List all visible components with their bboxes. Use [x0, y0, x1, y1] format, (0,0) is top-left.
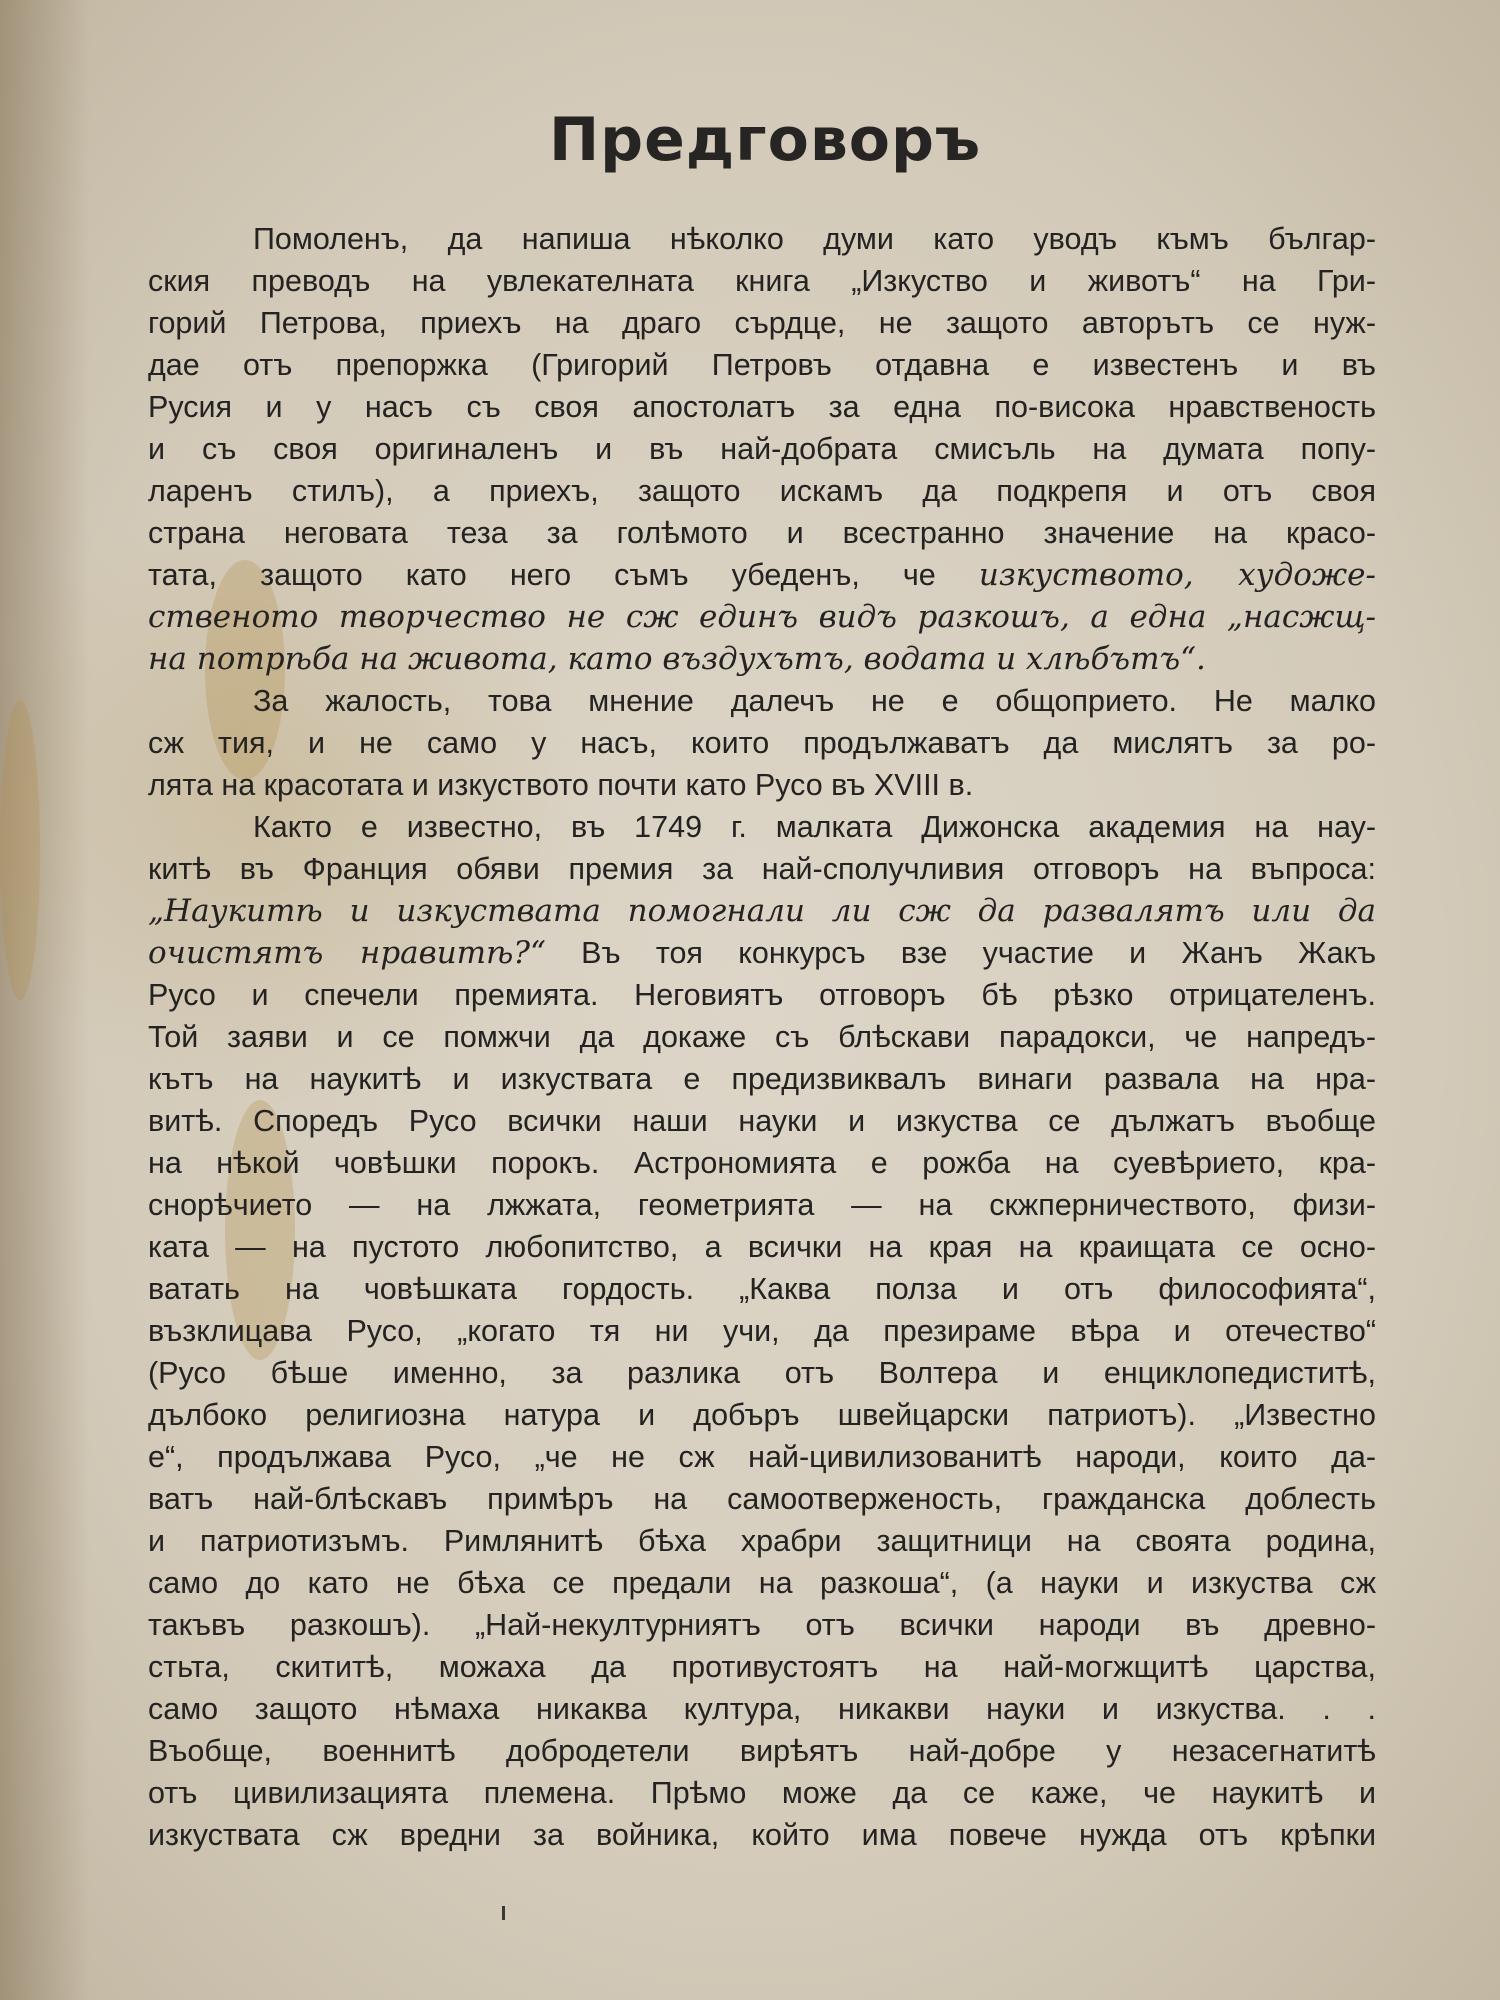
page-title: Предговоръ — [548, 105, 982, 175]
spine-shadow — [0, 0, 90, 2000]
italic-text: „Наукитѣ и изкуствата помогнали ли сж да развалятъ или да — [148, 893, 1376, 929]
text-line — [148, 596, 1376, 638]
text-line — [148, 1520, 1376, 1562]
line-text: кътъ на наукитѣ и изкуствата е предизвиквалъ винаги развала на нра- — [148, 1062, 1376, 1096]
text-line — [148, 932, 1376, 974]
text-line — [148, 1226, 1376, 1268]
italic-text: очистятъ нравитѣ?“ — [148, 935, 546, 971]
text-line — [148, 386, 1376, 428]
text-line — [148, 1268, 1376, 1310]
line-text: За жалость, това мнение далечъ не е общоприето. Не малко — [253, 684, 1376, 718]
italic-text: изкуството, художе- — [978, 557, 1376, 593]
text-line — [148, 1562, 1376, 1604]
text-line — [148, 218, 1376, 260]
text-line — [148, 1772, 1376, 1814]
line-text: ватъ най-блѣскавъ примѣръ на самоотверженость, гражданска доблесть — [148, 1482, 1376, 1516]
line-text: на нѣкой човѣшки порокъ. Астрономията е рожба на суевѣрието, кра- — [148, 1146, 1376, 1180]
line-text: такъвъ разкошъ). „Най-некултурниятъ отъ всички народи въ древно- — [148, 1608, 1376, 1642]
line-text: Както е известно, въ 1749 г. малката Дижонска академия на нау- — [253, 810, 1376, 844]
text-line — [148, 302, 1376, 344]
line-text: само до като не бѣха се предали на разкоша“, (а науки и изкуства сж — [148, 1566, 1376, 1600]
text-line — [148, 1142, 1376, 1184]
line-text: страна неговата теза за голѣмото и всестранно значение на красо- — [148, 516, 1376, 550]
text-line — [148, 764, 1376, 806]
line-text: Помоленъ, да напиша нѣколко думи като уводъ къмъ българ- — [253, 222, 1376, 256]
italic-text: на потрѣба на живота, като въздухътъ, водата и хлѣбътъ“. — [148, 641, 1206, 677]
text-line — [148, 974, 1376, 1016]
text-line — [148, 1688, 1376, 1730]
text-line — [148, 1730, 1376, 1772]
line-text: витѣ. Споредъ Русо всички наши науки и изкуства се дължатъ въобще — [148, 1104, 1376, 1138]
line-text: ския преводъ на увлекателната книга „Изкуство и животъ“ на Гри- — [148, 264, 1376, 298]
line-text: тата, защото като него съмъ убеденъ, че — [148, 558, 979, 592]
line-text: дълбоко религиозна натура и добъръ швейцарски патриотъ). „Известно — [148, 1398, 1376, 1432]
line-text: стьта, скититѣ, можаха да противустоятъ на най-могжщитѣ царства, — [148, 1650, 1376, 1684]
line-text: лята на красотата и изкуството почти като Русо въ XVIII в. — [148, 768, 974, 802]
text-line — [148, 428, 1376, 470]
text-line — [148, 1310, 1376, 1352]
text-line — [148, 554, 1376, 596]
line-text: Той заяви и се помжчи да докаже съ блѣскави парадокси, че напредъ- — [148, 1020, 1376, 1054]
italic-text: ственото творчество не сж единъ видъ разкошъ, а една „насжщ- — [148, 599, 1376, 635]
text-line — [148, 1100, 1376, 1142]
text-line — [148, 1646, 1376, 1688]
line-text: ларенъ стилъ), а приехъ, защото искамъ да подкрепя и отъ своя — [148, 474, 1376, 508]
line-text: ката — на пустото любопитство, а всички на края на краищата се осно- — [148, 1230, 1376, 1264]
text-line — [148, 638, 1376, 680]
text-line — [148, 260, 1376, 302]
line-text: (Русо бѣше именно, за разлика отъ Волтера и енциклопедиститѣ, — [148, 1356, 1376, 1390]
line-text: ватать на човѣшката гордость. „Каква полза и отъ философията“, — [148, 1272, 1376, 1306]
line-text: горий Петрова, приехъ на драго сърдце, не защото авторътъ се нуж- — [148, 306, 1376, 340]
line-text: е“, продължава Русо, „че не сж най-цивилизованитѣ народи, които да- — [148, 1440, 1376, 1474]
line-text: Въ тоя конкурсъ взе участие и Жанъ Жакъ — [545, 936, 1377, 970]
text-line — [148, 680, 1376, 722]
text-line — [148, 722, 1376, 764]
line-text: отъ цивилизацията племена. Прѣмо може да се каже, че наукитѣ и — [148, 1776, 1376, 1810]
text-line — [148, 890, 1376, 932]
line-text: Въобще, военнитѣ добродетели вирѣятъ най-добре у незасегнатитѣ — [148, 1734, 1376, 1768]
text-line — [148, 344, 1376, 386]
text-line — [148, 1394, 1376, 1436]
text-line — [148, 806, 1376, 848]
text-line — [148, 1016, 1376, 1058]
text-line — [148, 848, 1376, 890]
text-line — [148, 1814, 1376, 1856]
body-text — [148, 218, 1376, 1856]
line-text: и съ своя оригиналенъ и въ най-добрата смисъль на думата попу- — [148, 432, 1376, 466]
text-line — [148, 1478, 1376, 1520]
line-text: изкуствата сж вредни за войника, който има повече нужда отъ крѣпки — [148, 1818, 1376, 1852]
text-line — [148, 1436, 1376, 1478]
line-text: Русо и спечели премията. Неговиятъ отговоръ бѣ рѣзко отрицателенъ. — [148, 978, 1376, 1012]
line-text: китѣ въ Франция обяви премия за най-сполучливия отговоръ на въпроса: — [148, 852, 1376, 886]
line-text: дае отъ препоржка (Григорий Петровъ отдавна е известенъ и въ — [148, 348, 1376, 382]
text-line — [148, 512, 1376, 554]
text-line — [148, 1058, 1376, 1100]
line-text: сж тия, и не само у насъ, които продължаватъ да мислятъ за ро- — [148, 726, 1376, 760]
line-text: снорѣчието — на лжжата, геометрията — на скжперничеството, физи- — [148, 1188, 1376, 1222]
text-line — [148, 1184, 1376, 1226]
line-text: Русия и у насъ съ своя апостолатъ за една по-висока нравственость — [148, 390, 1376, 424]
text-line — [148, 1352, 1376, 1394]
page-mark — [502, 1906, 505, 1920]
line-text: и патриотизъмъ. Римлянитѣ бѣха храбри защитници на своята родина, — [148, 1524, 1376, 1558]
line-text: възклицава Русо, „когато тя ни учи, да презираме вѣра и отечество“ — [148, 1314, 1376, 1348]
line-text: само защото нѣмаха никаква култура, никакви науки и изкуства. . . — [148, 1692, 1376, 1726]
text-line — [148, 1604, 1376, 1646]
text-line — [148, 470, 1376, 512]
water-stain — [0, 700, 40, 1000]
